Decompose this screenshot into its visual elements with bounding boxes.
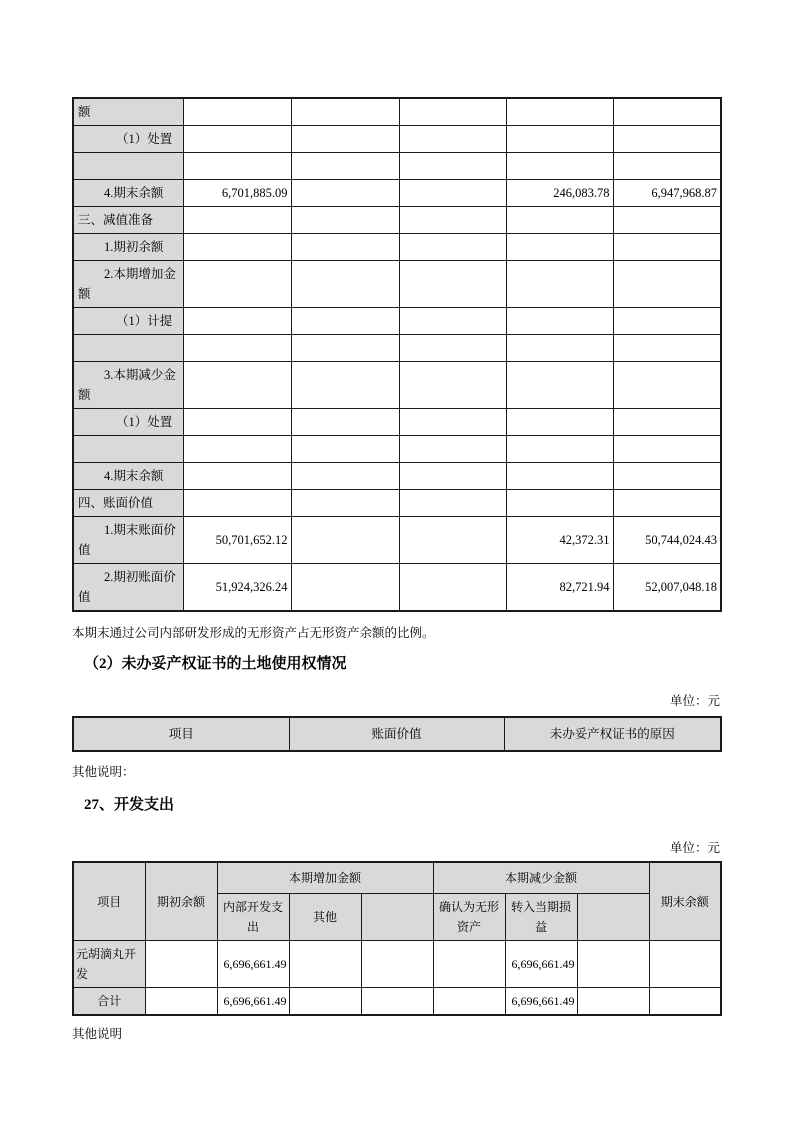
value-cell (506, 409, 613, 436)
value-cell (506, 436, 613, 463)
value-cell (649, 988, 721, 1016)
value-cell (613, 98, 721, 126)
value-cell: 82,721.94 (506, 564, 613, 612)
subheader-recognized-intangible: 确认为无形资产 (433, 894, 505, 941)
value-cell (506, 126, 613, 153)
value-cell (577, 941, 649, 988)
value-cell (399, 126, 506, 153)
value-cell (291, 207, 399, 234)
value-cell (183, 409, 291, 436)
value-cell (399, 335, 506, 362)
value-cell (399, 308, 506, 335)
value-cell (291, 463, 399, 490)
table-row (73, 362, 721, 409)
value-cell (291, 308, 399, 335)
subheader-blank-decrease (577, 894, 649, 941)
value-cell: 6,696,661.49 (505, 941, 577, 988)
value-cell: 6,947,968.87 (613, 180, 721, 207)
value-cell (291, 517, 399, 564)
value-cell (506, 362, 613, 409)
development-expenditure-body (73, 941, 721, 1016)
value-cell (291, 261, 399, 308)
table-row (73, 463, 721, 490)
land-use-rights-table (72, 716, 722, 752)
value-cell (399, 261, 506, 308)
value-cell (289, 941, 361, 988)
value-cell (399, 517, 506, 564)
row-label-cell: 2.期初账面价值 (73, 564, 183, 612)
row-label-cell: 3.本期减少金额 (73, 362, 183, 409)
value-cell (613, 207, 721, 234)
subheader-other: 其他 (289, 894, 361, 941)
value-cell (577, 988, 649, 1016)
value-cell (613, 436, 721, 463)
value-cell (399, 180, 506, 207)
value-cell: 50,744,024.43 (613, 517, 721, 564)
table-row (73, 126, 721, 153)
value-cell: 51,924,326.24 (183, 564, 291, 612)
value-cell (399, 362, 506, 409)
subheader-internal-dev: 内部开发支出 (217, 894, 289, 941)
value-cell (506, 153, 613, 180)
value-cell (183, 261, 291, 308)
row-label-cell: 元胡滴丸开发 (73, 941, 145, 988)
value-cell (183, 335, 291, 362)
value-cell (506, 98, 613, 126)
value-cell (613, 153, 721, 180)
table-header-row (73, 862, 721, 894)
intangible-assets-rollforward-body (73, 98, 721, 611)
value-cell (613, 362, 721, 409)
value-cell (399, 490, 506, 517)
value-cell (649, 941, 721, 988)
table-row (73, 234, 721, 261)
development-expenditure-heading: 27、开发支出 (84, 797, 175, 813)
header-book-value: 账面价值 (289, 717, 504, 751)
value-cell (183, 436, 291, 463)
header-item: 项目 (73, 862, 145, 941)
table-row (73, 517, 721, 564)
value-cell (291, 564, 399, 612)
table-row (73, 153, 721, 180)
value-cell (613, 308, 721, 335)
value-cell (145, 941, 217, 988)
value-cell (506, 490, 613, 517)
intangible-assets-rollforward-table (72, 97, 722, 612)
value-cell: 42,372.31 (506, 517, 613, 564)
value-cell (613, 463, 721, 490)
value-cell (291, 234, 399, 261)
table-row (73, 261, 721, 308)
row-label-cell: 四、账面价值 (73, 490, 183, 517)
value-cell (291, 180, 399, 207)
value-cell (291, 153, 399, 180)
table-row (73, 98, 721, 126)
row-label-cell (73, 436, 183, 463)
value-cell: 52,007,048.18 (613, 564, 721, 612)
table-row (73, 409, 721, 436)
value-cell (506, 207, 613, 234)
other-note-land: 其他说明： (72, 765, 135, 779)
value-cell: 246,083.78 (506, 180, 613, 207)
value-cell (291, 98, 399, 126)
value-cell (183, 308, 291, 335)
value-cell (399, 436, 506, 463)
value-cell (399, 234, 506, 261)
table-row (73, 564, 721, 612)
other-note-dev: 其他说明 (72, 1027, 123, 1041)
table-row (73, 988, 721, 1016)
value-cell (613, 409, 721, 436)
value-cell (506, 335, 613, 362)
row-label-cell (73, 153, 183, 180)
table-row (73, 941, 721, 988)
unit-label-land: 单位：元 (669, 694, 720, 708)
row-label-cell: 1.期末账面价值 (73, 517, 183, 564)
value-cell (291, 436, 399, 463)
value-cell (399, 207, 506, 234)
row-label-cell: （1）处置 (73, 409, 183, 436)
value-cell (613, 126, 721, 153)
value-cell (289, 988, 361, 1016)
value-cell (506, 261, 613, 308)
row-label-cell: 三、减值准备 (73, 207, 183, 234)
value-cell: 50,701,652.12 (183, 517, 291, 564)
value-cell (399, 463, 506, 490)
value-cell (183, 463, 291, 490)
value-cell (183, 490, 291, 517)
unit-label-dev: 单位：元 (669, 841, 720, 855)
header-item: 项目 (73, 717, 289, 751)
row-label-cell: 1.期初余额 (73, 234, 183, 261)
value-cell (183, 98, 291, 126)
value-cell (291, 362, 399, 409)
row-label-cell: 4.期末余额 (73, 180, 183, 207)
value-cell (361, 941, 433, 988)
value-cell (361, 988, 433, 1016)
table-row (73, 180, 721, 207)
value-cell (399, 409, 506, 436)
row-label-cell (73, 335, 183, 362)
table-row (73, 490, 721, 517)
header-reason: 未办妥产权证书的原因 (504, 717, 721, 751)
value-cell (291, 335, 399, 362)
value-cell (399, 153, 506, 180)
land-use-rights-heading: （2）未办妥产权证书的土地使用权情况 (84, 656, 347, 672)
internal-rnd-ratio-note: 本期末通过公司内部研发形成的无形资产占无形资产余额的比例。 (72, 626, 435, 640)
development-expenditure-table (72, 861, 722, 1016)
value-cell (433, 988, 505, 1016)
value-cell: 6,701,885.09 (183, 180, 291, 207)
value-cell (506, 234, 613, 261)
value-cell (291, 126, 399, 153)
value-cell: 6,696,661.49 (217, 988, 289, 1016)
value-cell (506, 308, 613, 335)
value-cell (613, 335, 721, 362)
row-label-cell: 额 (73, 98, 183, 126)
value-cell (506, 463, 613, 490)
subheader-blank-increase (361, 894, 433, 941)
value-cell (183, 207, 291, 234)
value-cell (613, 234, 721, 261)
header-increase-group: 本期增加金额 (217, 862, 433, 894)
row-label-cell: （1）处置 (73, 126, 183, 153)
header-closing-balance: 期末余额 (649, 862, 721, 941)
header-decrease-group: 本期减少金额 (433, 862, 649, 894)
row-label-cell: 4.期末余额 (73, 463, 183, 490)
value-cell (183, 153, 291, 180)
value-cell (613, 261, 721, 308)
value-cell (399, 564, 506, 612)
row-label-cell: （1）计提 (73, 308, 183, 335)
value-cell: 6,696,661.49 (505, 988, 577, 1016)
value-cell (433, 941, 505, 988)
value-cell (183, 126, 291, 153)
table-row (73, 308, 721, 335)
table-row (73, 436, 721, 463)
value-cell (145, 988, 217, 1016)
value-cell (613, 490, 721, 517)
row-label-cell: 合计 (73, 988, 145, 1016)
table-row (73, 335, 721, 362)
subheader-transfer-pl: 转入当期损益 (505, 894, 577, 941)
value-cell (291, 490, 399, 517)
value-cell (183, 234, 291, 261)
value-cell (183, 362, 291, 409)
value-cell (291, 409, 399, 436)
table-header-row (73, 717, 721, 751)
header-opening-balance: 期初余额 (145, 862, 217, 941)
row-label-cell: 2.本期增加金额 (73, 261, 183, 308)
table-row (73, 207, 721, 234)
value-cell: 6,696,661.49 (217, 941, 289, 988)
value-cell (399, 98, 506, 126)
